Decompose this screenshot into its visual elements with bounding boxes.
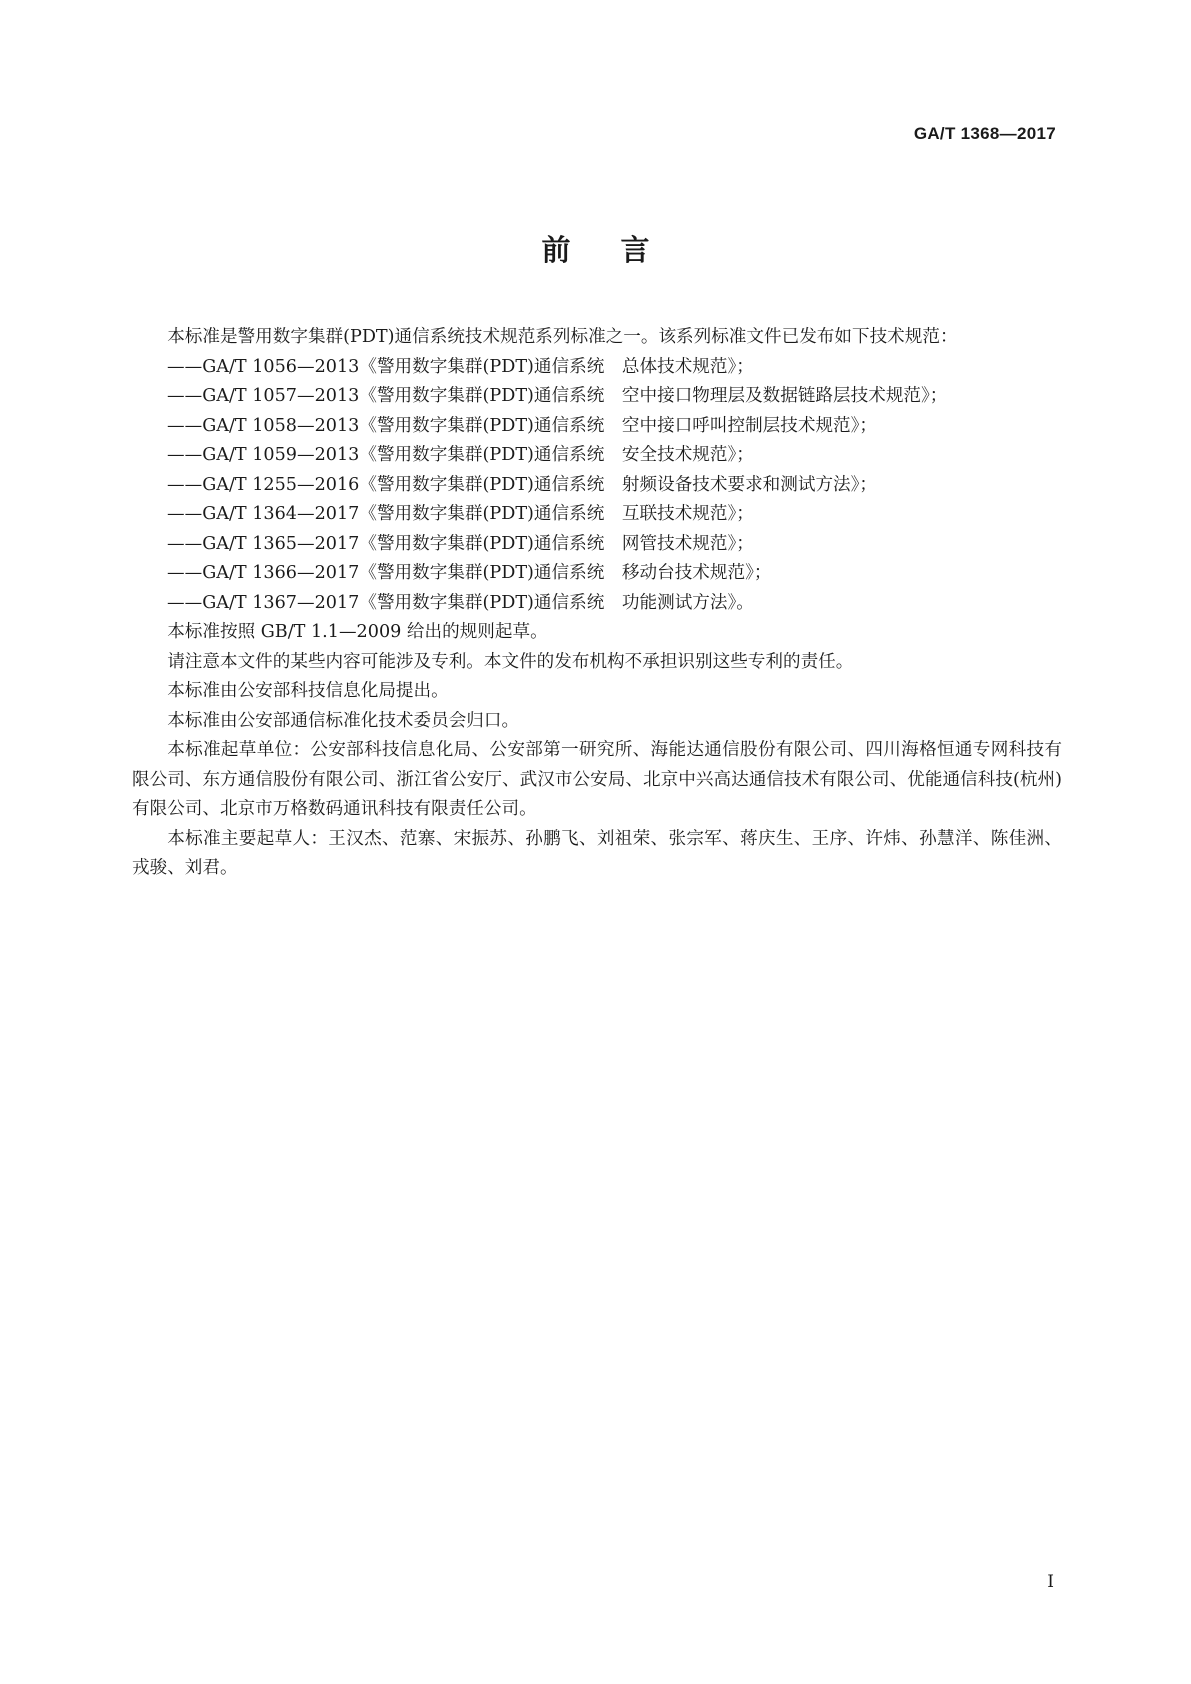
main-drafters-paragraph: 本标准主要起草人：王汉杰、范寨、宋振苏、孙鹏飞、刘祖荣、张宗军、蒋庆生、王序、许炜、孙慧洋、陈佳洲、戎骏、刘君。 [132,828,1062,878]
standard-code: GA/T 1368—2017 [913,124,1056,143]
drafting-units-paragraph: 本标准起草单位：公安部科技信息化局、公安部第一研究所、海能达通信股份有限公司、四川海格恒通专网科技有限公司、东方通信股份有限公司、浙江省公安厅、武汉市公安局、北京中兴高达通信技术有限公司、优能通信科技(杭州)有限公司、北京市万格数码通讯科技有限责任公司。 [132,740,1062,819]
managed-by-paragraph: 本标准由公安部通信标准化技术委员会归口。 [167,710,520,731]
patent-notice-paragraph: 请注意本文件的某些内容可能涉及专利。本文件的发布机构不承担识别这些专利的责任。 [167,651,854,672]
list-item: ——GA/T 1057—2013《警用数字集群(PDT)通信系统 空中接口物理层及数据链路层技术规范》； [167,386,948,406]
list-item: ——GA/T 1365—2017《警用数字集群(PDT)通信系统 网管技术规范》； [167,533,754,554]
proposed-by-paragraph: 本标准由公安部科技信息化局提出。 [167,681,449,701]
list-item: ——GA/T 1367—2017《警用数字集群(PDT)通信系统 功能测试方法》。 [167,592,754,613]
page-number: I [1047,1572,1054,1592]
intro-paragraph: 本标准是警用数字集群(PDT)通信系统技术规范系列标准之一。该系列标准文件已发布如下技术规范： [167,327,958,347]
page-title: 前言 [541,233,700,267]
list-item: ——GA/T 1255—2016《警用数字集群(PDT)通信系统 射频设备技术要求和测试方法》； [167,474,878,495]
list-item: ——GA/T 1059—2013《警用数字集群(PDT)通信系统 安全技术规范》； [167,445,754,465]
list-item: ——GA/T 1366—2017《警用数字集群(PDT)通信系统 移动台技术规范》； [167,563,772,583]
standards-list [132,353,1062,619]
list-item: ——GA/T 1364—2017《警用数字集群(PDT)通信系统 互联技术规范》； [167,504,754,524]
list-item: ——GA/T 1056—2013《警用数字集群(PDT)通信系统 总体技术规范》； [167,356,754,377]
drafting-rules-paragraph: 本标准按照 GB/T 1.1—2009 给出的规则起草。 [167,622,548,642]
list-item: ——GA/T 1058—2013《警用数字集群(PDT)通信系统 空中接口呼叫控制层技术规范》； [167,415,878,436]
foreword-body [132,323,1062,884]
